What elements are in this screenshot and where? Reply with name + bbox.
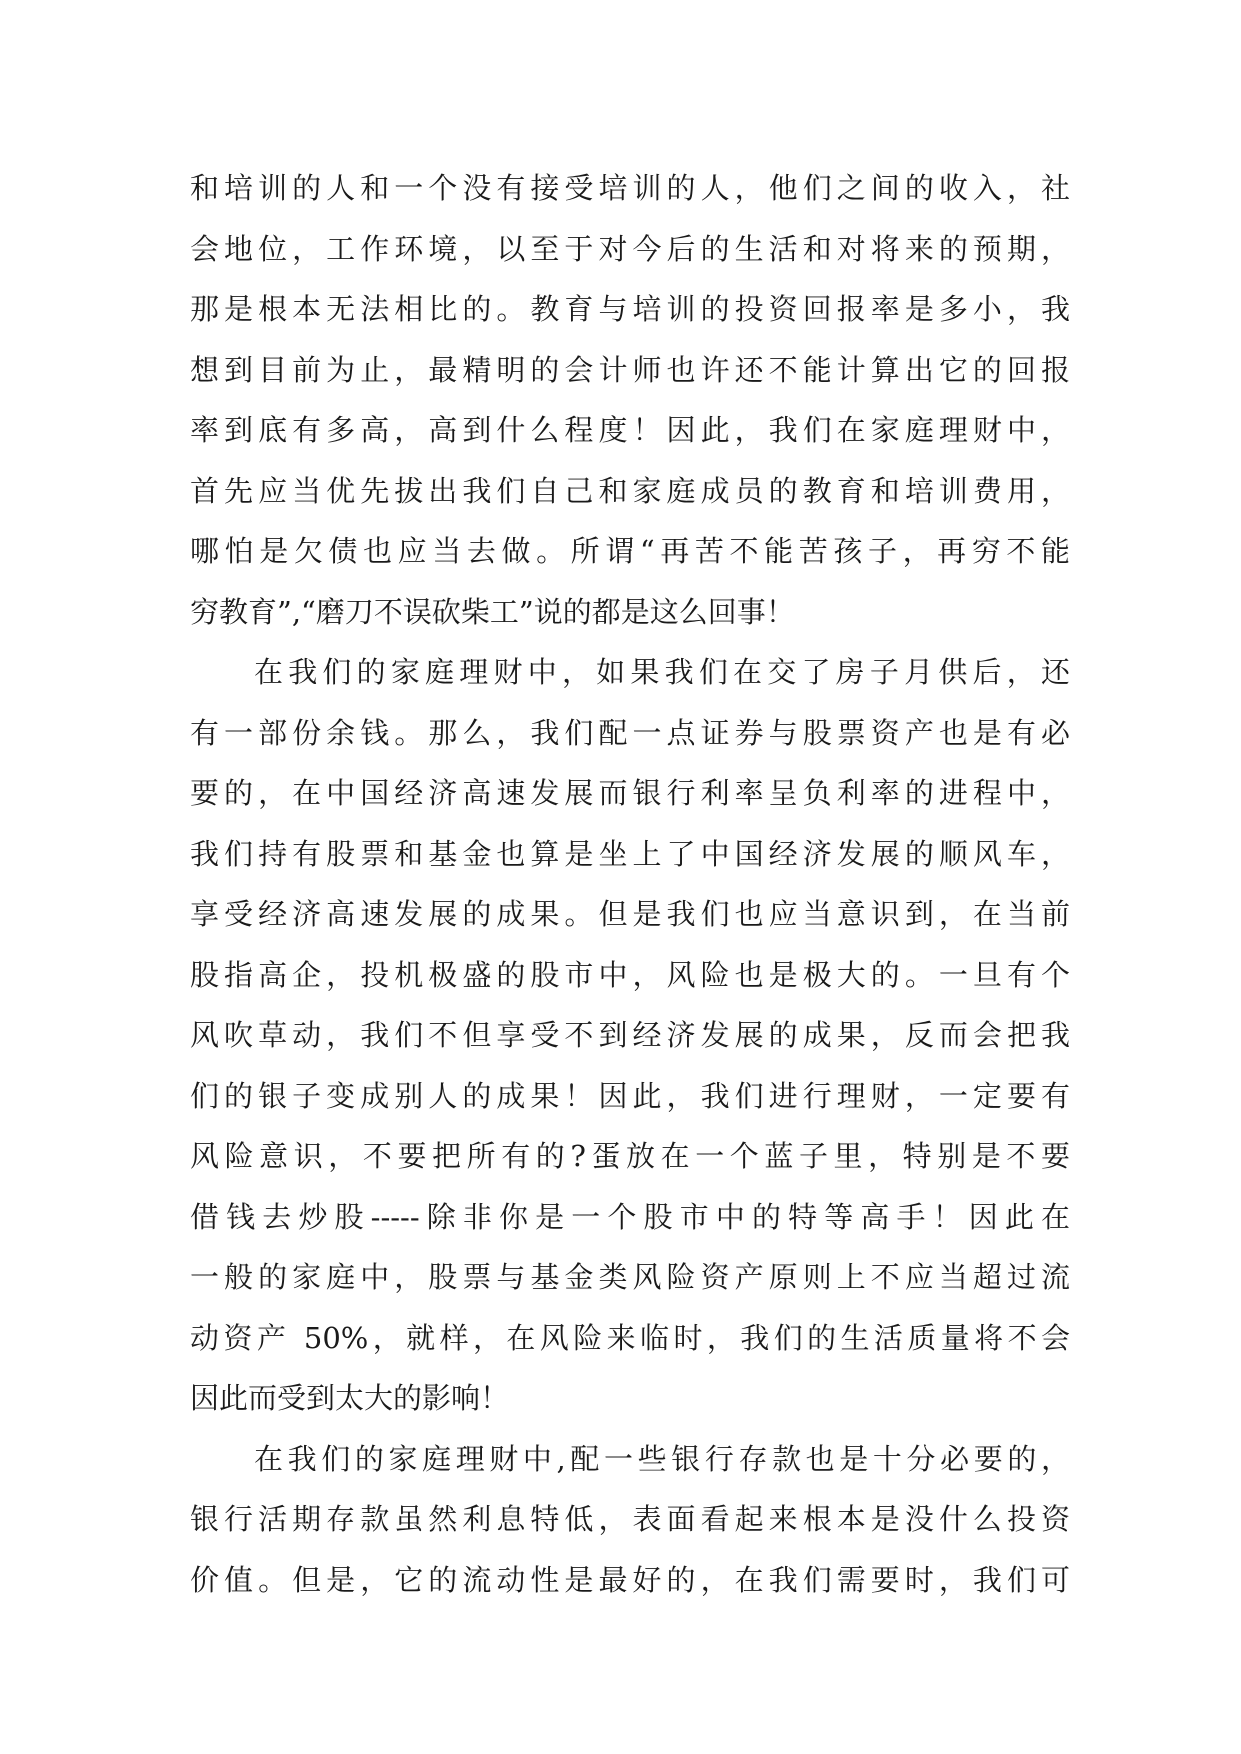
text-line: 风险意识，不要把所有的?蛋放在一个蓝子里，特别是不要 xyxy=(190,1139,1070,1173)
text-line: 穷教育”,“磨刀不误砍柴工”说的都是这么回事！ xyxy=(190,594,795,629)
paragraph-start-line: 在我们的家庭理财中,配一些银行存款也是十分必要的， xyxy=(254,1441,1070,1476)
text-line: 首先应当优先拔出我们自己和家庭成员的教育和培训费用， xyxy=(190,473,1070,508)
text-line: 有一部份余钱。那么，我们配一点证券与股票资产也是有必 xyxy=(190,715,1070,750)
text-line: 要的，在中国经济高速发展而银行利率呈负利率的进程中， xyxy=(190,776,1070,810)
text-line: 股指高企，投机极盛的股市中，风险也是极大的。一旦有个 xyxy=(190,957,1070,992)
text-line: 享受经济高速发展的成果。但是我们也应当意识到，在当前 xyxy=(190,897,1070,931)
text-line: 借钱去炒股-----除非你是一个股市中的特等高手！因此在 xyxy=(190,1199,1070,1234)
text-line: 动资产 50%，就样，在风险来临时，我们的生活质量将不会 xyxy=(190,1320,1070,1355)
text-line: 们的银子变成别人的成果！因此，我们进行理财，一定要有 xyxy=(190,1078,1070,1113)
text-line: 想到目前为止，最精明的会计师也许还不能计算出它的回报 xyxy=(190,352,1070,387)
text-line: 价值。但是，它的流动性是最好的，在我们需要时，我们可 xyxy=(190,1562,1070,1597)
paragraph-start-line: 在我们的家庭理财中，如果我们在交了房子月供后，还 xyxy=(254,655,1070,689)
text-line: 一般的家庭中，股票与基金类风险资产原则上不应当超过流 xyxy=(190,1260,1070,1294)
text-line: 和培训的人和一个没有接受培训的人，他们之间的收入，社 xyxy=(190,171,1070,205)
body-text xyxy=(190,158,1070,1610)
text-line: 哪怕是欠债也应当去做。所谓“再苦不能苦孩子，再穷不能 xyxy=(190,534,1070,568)
text-line: 因此而受到太大的影响！ xyxy=(190,1381,510,1415)
text-line: 我们持有股票和基金也算是坐上了中国经济发展的顺风车， xyxy=(190,836,1070,871)
text-line: 会地位，工作环境，以至于对今后的生活和对将来的预期， xyxy=(190,231,1070,266)
text-line: 那是根本无法相比的。教育与培训的投资回报率是多小，我 xyxy=(190,292,1070,326)
text-line: 银行活期存款虽然利息特低，表面看起来根本是没什么投资 xyxy=(190,1502,1070,1536)
text-line: 率到底有多高，高到什么程度！因此，我们在家庭理财中， xyxy=(190,413,1070,447)
text-line: 风吹草动，我们不但享受不到经济发展的成果，反而会把我 xyxy=(190,1018,1070,1052)
